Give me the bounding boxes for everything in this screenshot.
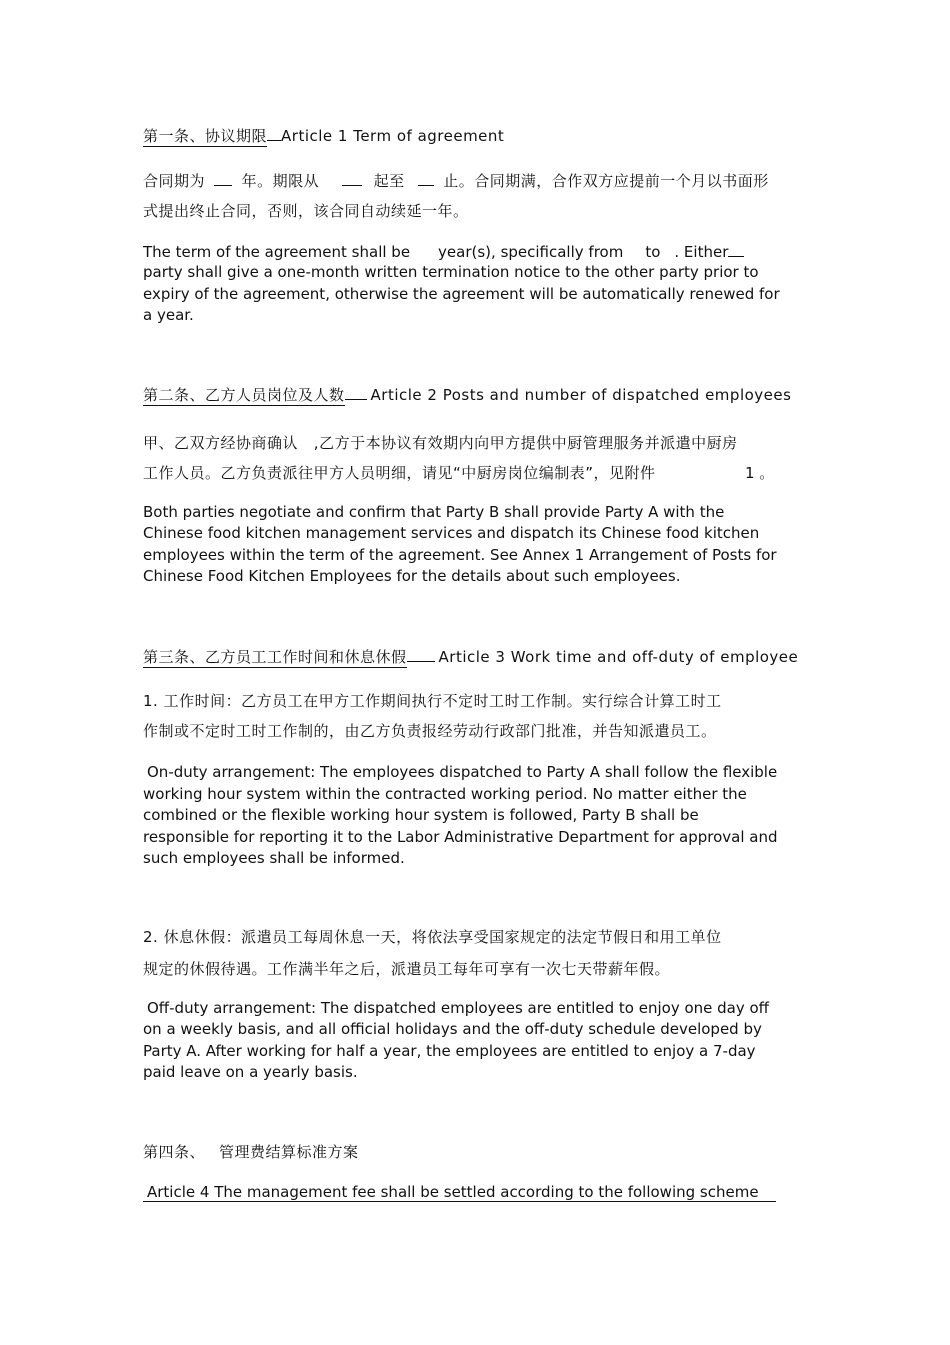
article1-heading	[143, 125, 504, 146]
article3-p2-en-line3: Party A. After working for half a year, the employees are entitled to enjoy a 7-day	[143, 1042, 756, 1060]
article3-p1-cn-line1: 1. 工作时间：乙方员工在甲方工作期间执行不定时工时工作制。实行综合计算工时工	[143, 692, 722, 710]
blank-end-date	[418, 171, 434, 186]
article1-cn-line1	[143, 170, 769, 191]
article1-heading-cn: 第一条、协议期限	[143, 127, 268, 145]
heading-underline	[407, 660, 435, 662]
article3-p1-en-line4: responsible for reporting it to the Labor Administrative Department for approval and	[143, 828, 778, 846]
article2-en-line2: Chinese food kitchen management services and dispatch its Chinese food kitchen	[143, 524, 760, 542]
article1-cn-line2: 式提出终止合同，否则，该合同自动续延一年。	[143, 202, 469, 220]
article2-cn-line1: 甲、乙双方经协商确认 ,乙方于本协议有效期内向甲方提供中厨管理服务并派遣中厨房	[143, 434, 738, 452]
text-segment: year(s), specifically from	[438, 243, 624, 261]
text-segment: 止。合同期满，合作双方应提前一个月以书面形	[443, 172, 769, 190]
blank-line	[728, 242, 744, 257]
article2-heading-cn: 第二条、乙方人员岗位及人数	[143, 386, 345, 404]
annex-number: 1 。	[745, 464, 775, 482]
text-segment: 第四条、	[143, 1143, 206, 1161]
article3-p1-en-line2: working hour system within the contracted working period. No matter either the	[143, 785, 747, 803]
article3-p2-en-line1: Off-duty arrangement: The dispatched employees are entitled to enjoy one day off	[147, 999, 770, 1017]
article1-en-line3: expiry of the agreement, otherwise the agreement will be automatically renewed for	[143, 285, 780, 303]
article2-cn-line2: 工作人员。乙方负责派往甲方人员明细，请见“中厨房岗位编制表”，见附件	[143, 464, 656, 482]
text-segment: to	[645, 243, 661, 261]
heading-underline	[345, 398, 367, 400]
text-segment: 合同期为	[143, 172, 206, 190]
article3-p1-cn-line2: 作制或不定时工时工作制的，由乙方负责报经劳动行政部门批准，并告知派遣员工。	[143, 722, 717, 740]
article1-heading-en: Article 1 Term of agreement	[281, 127, 505, 145]
blank-start-date	[342, 171, 362, 186]
article3-heading	[143, 646, 798, 667]
article3-p1-en-line1: On-duty arrangement: The employees dispatched to Party A shall follow the flexible	[147, 763, 778, 781]
article2-en-line4: Chinese Food Kitchen Employees for the details about such employees.	[143, 567, 681, 585]
article1-en-line4: a year.	[143, 306, 194, 324]
article1-en-line1	[143, 242, 744, 261]
article3-p2-en-line2: on a weekly basis, and all official holidays and the off-duty schedule developed by	[143, 1020, 762, 1038]
text-segment: Article 4 The management fee shall be settled according to the following scheme	[147, 1183, 759, 1201]
article2-en-line3: employees within the term of the agreement. See Annex 1 Arrangement of Posts for	[143, 546, 777, 564]
article4-heading-cn	[143, 1141, 359, 1162]
article3-heading-en: Article 3 Work time and off-duty of employee	[438, 648, 799, 666]
text-segment: 起至	[373, 172, 405, 190]
text-segment: . Either	[674, 243, 729, 261]
article3-p1-en-line5: such employees shall be informed.	[143, 849, 405, 867]
text-segment: 年。期限从	[241, 172, 320, 190]
article2-heading-en: Article 2 Posts and number of dispatched employees	[370, 386, 792, 404]
article1-en-line2: party shall give a one-month written termination notice to the other party prior to	[143, 263, 759, 281]
blank-years	[214, 171, 232, 186]
article2-en-line1: Both parties negotiate and confirm that Party B shall provide Party A with the	[143, 503, 725, 521]
article3-p2-cn-line2: 规定的休假待遇。工作满半年之后，派遣员工每年可享有一次七天带薪年假。	[143, 960, 671, 978]
article3-p2-en-line4: paid leave on a yearly basis.	[143, 1063, 358, 1081]
text-segment: 管理费结算标准方案	[219, 1143, 359, 1161]
article3-p1-en-line3: combined or the flexible working hour system is followed, Party B shall be	[143, 806, 699, 824]
text-segment: The term of the agreement shall be	[143, 243, 411, 261]
article3-p2-cn-line1: 2. 休息休假：派遣员工每周休息一天，将依法享受国家规定的法定节假日和用工单位	[143, 928, 722, 946]
article3-heading-cn: 第三条、乙方员工工作时间和休息休假	[143, 648, 407, 666]
article4-heading-en	[143, 1183, 776, 1202]
article2-heading	[143, 384, 791, 405]
heading-underline	[267, 139, 281, 141]
